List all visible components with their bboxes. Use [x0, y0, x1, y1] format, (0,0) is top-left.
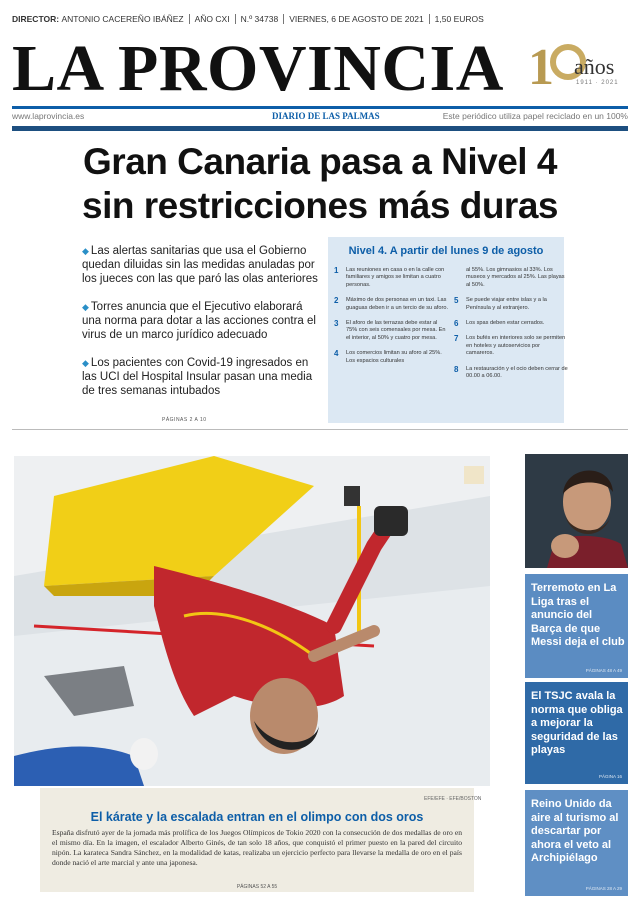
lead-bullet[interactable]: ◆ Los pacientes con Covid-19 ingresados en las UCI del Hospital Insular pasan una media de tres semanas intubados	[82, 357, 313, 397]
anniversary-word: años	[574, 54, 615, 79]
masthead-bottom-rule	[12, 126, 628, 131]
issue-number: N.º 34738	[240, 14, 279, 24]
sidebar-story-title: El TSJC avala la norma que obliga a mejorar la seguridad de las playas	[531, 690, 623, 756]
measure-item: 3 El aforo de las terrazas debe estar al 75% con seis comensales por mesa. En el interior, al 50% y cuatro por mesa.	[334, 319, 446, 341]
headline-line: sin restricciones más duras	[82, 185, 558, 226]
headline-line: Gran Canaria pasa a Nivel 4	[83, 141, 557, 182]
caption-page-reference: PÁGINAS 52 A 55	[236, 884, 278, 890]
main-headline[interactable]	[20, 140, 620, 228]
climbing-photo-illustration	[14, 456, 490, 786]
messi-photo[interactable]	[525, 454, 628, 568]
section-divider	[12, 429, 628, 430]
masthead-subline	[12, 110, 628, 124]
caption-title[interactable]: El kárate y la escalada entran en el olimpo con dos oros	[90, 810, 424, 824]
meta-separator	[189, 14, 190, 24]
anniversary-logo	[528, 39, 630, 96]
sidebar-page-reference: PÁGINAS 48 A 49	[585, 668, 622, 673]
edition-name: DIARIO DE LAS PALMAS	[272, 111, 380, 121]
measure-item: 5 Se puede viajar entre islas y a la Península y al extranjero.	[454, 296, 547, 311]
measures-column-left	[334, 267, 448, 373]
sidebar-story-title: Terremoto en La Liga tras el anuncio del Barça de que Messi deja el club	[531, 582, 625, 648]
measure-item: 1 Las reuniones en casa o en la calle con familiares y amigos se limitan a cuatro personas.	[334, 266, 445, 288]
meta-separator	[429, 14, 430, 24]
sidebar-page-reference: PÁGINAS 28 A 29	[585, 886, 622, 891]
diamond-bullet-icon: ◆	[82, 302, 89, 312]
issue-year: AÑO CXI	[194, 14, 230, 24]
measures-box-title: Nivel 4. A partir del lunes 9 de agosto	[348, 245, 544, 257]
diamond-bullet-icon: ◆	[82, 246, 89, 256]
measure-item: 7 Los bufés en interiores solo se permiten en hoteles y autoservicios por camareros.	[454, 334, 566, 357]
sidebar-story-title: Reino Unido da aire al turismo al descartar por ahora el veto al Archipiélago	[531, 798, 619, 864]
anniversary-years: 1911 · 2021	[576, 80, 619, 86]
masthead-rule	[12, 106, 628, 109]
measure-item: 8 La restauración y el ocio deben cerrar de 00.00 a 06.00.	[454, 364, 568, 380]
diamond-bullet-icon: ◆	[82, 358, 89, 368]
sidebar-story-box[interactable]	[525, 574, 628, 678]
anniversary-number: 1	[528, 40, 586, 96]
meta-separator	[283, 14, 284, 24]
director-label: DIRECTOR:	[12, 14, 60, 24]
lead-bullet[interactable]: ◆ Las alertas sanitarias que usa el Gobierno quedan diluidas sin las medidas anuladas por los jueces con las que paró las olas anteriores	[82, 245, 318, 285]
sidebar-page-reference: PÁGINA 16	[598, 774, 622, 779]
measure-continuation: al 55%. Los gimnasios al 33%. Los museos y mercados al 25%. Las playas al 50%.	[466, 267, 565, 288]
level-4-measures-box	[328, 237, 568, 423]
sidebar-story-box[interactable]	[525, 790, 628, 896]
photo-caption-box	[40, 788, 474, 892]
meta-separator	[235, 14, 236, 24]
director-name: ANTONIO CACEREÑO IBÁÑEZ	[61, 14, 184, 24]
climbing-photo[interactable]	[14, 456, 490, 786]
newspaper-masthead[interactable]: LA PROVINCIA	[12, 32, 504, 105]
measure-item: 6 Los spas deben estar cerrados.	[454, 319, 545, 329]
recycled-paper-note: Este periódico utiliza papel reciclado en un 100%	[442, 111, 628, 121]
lead-page-reference: PÁGINAS 2 A 10	[162, 417, 207, 423]
measures-column-right	[454, 267, 568, 388]
messi-photo-illustration	[525, 454, 628, 568]
lead-bullet[interactable]: ◆ Torres anuncia que el Ejecutivo elaborará una norma para dotar a las acciones contra el virus de un marco jurídico adecuado	[82, 301, 316, 341]
measure-item: 2 Máximo de dos personas en un taxi. Las guaguas deben ir a un tercio de su aforo.	[334, 296, 449, 311]
sidebar-story-box[interactable]	[525, 682, 628, 784]
masthead-meta-line	[12, 12, 628, 26]
issue-price: 1,50 EUROS	[434, 14, 484, 24]
measure-item: 4 Los comercios limitan su aforo al 25%. Los espacios culturales	[334, 349, 442, 364]
issue-date: VIERNES, 6 DE AGOSTO DE 2021	[289, 14, 424, 24]
photo-credit: EFE/EFE · EFE/BOSTON	[424, 796, 482, 802]
lead-bullets	[82, 244, 322, 412]
caption-text: España disfrutó ayer de la jornada más prolífica de los Juegos Olímpicos de Tokio 2020 con la consecución de dos medallas de oro en el mismo día. En la imagen, el escalador Alberto Ginés, de tan solo 18 años, que conquistó el primer puesto en la pared del circuito nipón. La karateca Sandra Sánchez, en la modalidad de katas, realizaba un ejercicio perfecto para llevarse la medalla de oro en el país donde nació el arte marcial y ante una japonesa.	[52, 828, 462, 867]
website-link[interactable]: www.laprovincia.es	[12, 111, 85, 121]
